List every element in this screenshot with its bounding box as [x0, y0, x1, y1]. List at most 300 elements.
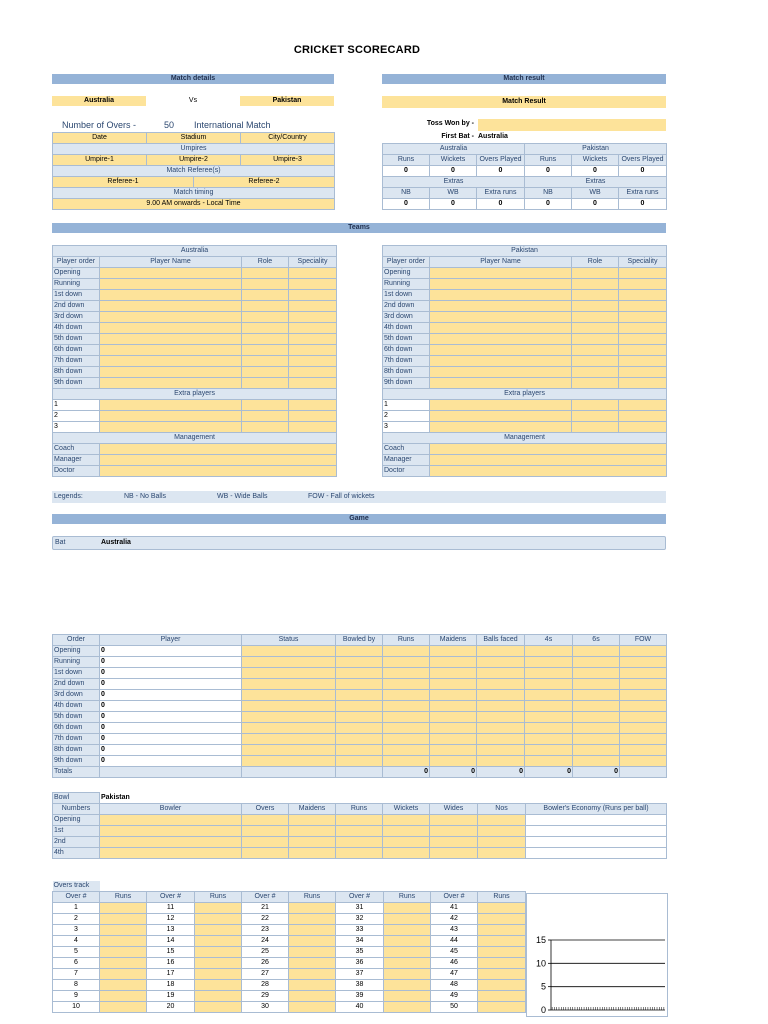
- over-runs-cell[interactable]: [100, 991, 147, 1002]
- player-order-label: 5th down: [383, 334, 430, 345]
- over-runs-cell[interactable]: [478, 958, 526, 969]
- batting-team-bar: [52, 536, 666, 550]
- over-runs-cell[interactable]: [478, 969, 526, 980]
- player-name-cell[interactable]: [100, 378, 242, 389]
- role-cell[interactable]: [242, 422, 289, 433]
- batting-stat-cell[interactable]: [573, 734, 620, 745]
- speciality-cell[interactable]: [289, 323, 337, 334]
- over-runs-cell[interactable]: [100, 947, 147, 958]
- bowling-stat-cell[interactable]: [478, 837, 526, 848]
- player-name-cell[interactable]: [100, 422, 242, 433]
- bowling-stat-cell[interactable]: [383, 815, 430, 826]
- player-name-cell[interactable]: [430, 378, 572, 389]
- player-name-cell[interactable]: [430, 323, 572, 334]
- batting-stat-cell[interactable]: [573, 657, 620, 668]
- role-cell[interactable]: [242, 290, 289, 301]
- over-runs-cell[interactable]: [384, 958, 431, 969]
- batting-stat-cell[interactable]: [620, 679, 667, 690]
- role-cell[interactable]: [572, 411, 619, 422]
- batting-stat-cell[interactable]: [477, 679, 525, 690]
- player-name-cell[interactable]: [100, 356, 242, 367]
- speciality-cell[interactable]: [289, 400, 337, 411]
- bowling-stat-cell[interactable]: [383, 826, 430, 837]
- batting-stat-cell[interactable]: [525, 679, 573, 690]
- over-runs-cell[interactable]: [289, 958, 336, 969]
- batsman-cell[interactable]: 0: [100, 679, 242, 690]
- over-runs-cell[interactable]: [289, 1002, 336, 1013]
- batting-stat-cell[interactable]: [525, 712, 573, 723]
- bowling-stat-cell[interactable]: [478, 848, 526, 859]
- player-name-cell[interactable]: [100, 411, 242, 422]
- batting-stat-cell[interactable]: [525, 690, 573, 701]
- role-cell[interactable]: [572, 312, 619, 323]
- bowling-stat-cell[interactable]: [100, 815, 242, 826]
- match-result-label[interactable]: Match Result: [382, 96, 666, 108]
- management-name-cell[interactable]: [100, 455, 337, 466]
- batting-stat-cell[interactable]: [430, 668, 477, 679]
- speciality-cell[interactable]: [619, 290, 667, 301]
- management-name-cell[interactable]: [100, 466, 337, 477]
- batting-stat-cell[interactable]: [242, 701, 336, 712]
- batting-stat-cell[interactable]: [620, 712, 667, 723]
- over-runs-cell[interactable]: [195, 1002, 242, 1013]
- batting-stat-cell[interactable]: [242, 679, 336, 690]
- bowling-stat-cell[interactable]: [336, 837, 383, 848]
- speciality-header: Speciality: [619, 257, 667, 268]
- batting-stat-cell[interactable]: [573, 701, 620, 712]
- batting-stat-cell[interactable]: [383, 723, 430, 734]
- batting-stat-cell[interactable]: [573, 646, 620, 657]
- timing-label: Match timing: [53, 188, 335, 199]
- batting-stat-cell[interactable]: [336, 756, 383, 767]
- batting-stat-cell[interactable]: [336, 690, 383, 701]
- batting-stat-cell[interactable]: [336, 701, 383, 712]
- bowling-stat-cell[interactable]: [289, 815, 336, 826]
- batting-stat-cell[interactable]: [573, 679, 620, 690]
- batsman-cell[interactable]: 0: [100, 712, 242, 723]
- bowling-stat-cell[interactable]: [336, 815, 383, 826]
- speciality-cell[interactable]: [619, 411, 667, 422]
- team1-name[interactable]: Australia: [52, 96, 146, 106]
- over-runs-cell[interactable]: [478, 991, 526, 1002]
- speciality-cell[interactable]: [619, 378, 667, 389]
- role-cell[interactable]: [242, 345, 289, 356]
- player-name-cell[interactable]: [100, 345, 242, 356]
- speciality-cell[interactable]: [289, 268, 337, 279]
- over-runs-cell[interactable]: [384, 925, 431, 936]
- speciality-cell[interactable]: [289, 378, 337, 389]
- batting-stat-cell[interactable]: [477, 646, 525, 657]
- speciality-cell[interactable]: [619, 334, 667, 345]
- batting-stat-cell[interactable]: [242, 657, 336, 668]
- over-runs-cell[interactable]: [100, 903, 147, 914]
- speciality-cell[interactable]: [289, 279, 337, 290]
- batting-order-label: 5th down: [53, 712, 100, 723]
- role-cell[interactable]: [242, 323, 289, 334]
- batting-stat-cell[interactable]: [383, 668, 430, 679]
- player-name-cell[interactable]: [430, 290, 572, 301]
- batting-stat-cell[interactable]: [336, 668, 383, 679]
- batsman-cell[interactable]: 0: [100, 690, 242, 701]
- over-runs-cell[interactable]: [100, 925, 147, 936]
- batting-stat-cell[interactable]: [477, 668, 525, 679]
- management-name-cell[interactable]: [430, 444, 667, 455]
- batting-stat-cell[interactable]: [477, 712, 525, 723]
- batting-stat-cell[interactable]: [573, 668, 620, 679]
- match-type[interactable]: International Match: [194, 120, 271, 130]
- role-cell[interactable]: [572, 334, 619, 345]
- batting-stat-cell[interactable]: [525, 668, 573, 679]
- batting-stat-cell[interactable]: [430, 701, 477, 712]
- batting-stat-cell[interactable]: [620, 657, 667, 668]
- batting-stat-cell[interactable]: [477, 756, 525, 767]
- over-runs-cell[interactable]: [478, 936, 526, 947]
- role-cell[interactable]: [242, 367, 289, 378]
- batting-stat-cell[interactable]: [242, 756, 336, 767]
- player-name-cell[interactable]: [100, 312, 242, 323]
- player-name-cell[interactable]: [430, 279, 572, 290]
- role-cell[interactable]: [242, 378, 289, 389]
- player-name-cell[interactable]: [430, 400, 572, 411]
- batting-stat-cell[interactable]: [620, 646, 667, 657]
- bowling-stat-cell[interactable]: [336, 826, 383, 837]
- speciality-cell[interactable]: [289, 367, 337, 378]
- batting-stat-cell[interactable]: [573, 690, 620, 701]
- batting-stat-cell[interactable]: [525, 745, 573, 756]
- player-name-cell[interactable]: [100, 400, 242, 411]
- role-cell[interactable]: [572, 290, 619, 301]
- batting-stat-cell[interactable]: [242, 646, 336, 657]
- player-name-header: Player Name: [430, 257, 572, 268]
- batting-stat-cell[interactable]: [430, 690, 477, 701]
- batting-stat-cell[interactable]: [336, 723, 383, 734]
- batting-stat-cell[interactable]: [430, 734, 477, 745]
- role-cell[interactable]: [572, 400, 619, 411]
- role-cell[interactable]: [572, 345, 619, 356]
- speciality-cell[interactable]: [289, 422, 337, 433]
- role-cell[interactable]: [242, 334, 289, 345]
- over-runs-cell[interactable]: [478, 947, 526, 958]
- over-runs-cell[interactable]: [289, 947, 336, 958]
- batting-stat-cell[interactable]: [525, 657, 573, 668]
- over-runs-cell[interactable]: [100, 969, 147, 980]
- bowling-stat-cell[interactable]: [242, 815, 289, 826]
- over-runs-cell[interactable]: [478, 925, 526, 936]
- over-runs-cell[interactable]: [100, 980, 147, 991]
- over-runs-cell[interactable]: [384, 969, 431, 980]
- player-name-cell[interactable]: [100, 301, 242, 312]
- batting-stat-cell[interactable]: [525, 756, 573, 767]
- speciality-cell[interactable]: [289, 356, 337, 367]
- player-name-cell[interactable]: [430, 367, 572, 378]
- role-cell[interactable]: [242, 411, 289, 422]
- over-runs-cell[interactable]: [195, 991, 242, 1002]
- batting-stat-cell[interactable]: [620, 701, 667, 712]
- player-name-cell[interactable]: [100, 290, 242, 301]
- role-cell[interactable]: [572, 301, 619, 312]
- batting-stat-cell[interactable]: [336, 712, 383, 723]
- over-runs-cell[interactable]: [195, 903, 242, 914]
- player-order-label: 1st down: [53, 290, 100, 301]
- over-runs-cell[interactable]: [100, 958, 147, 969]
- batting-stat-cell[interactable]: [620, 756, 667, 767]
- batting-stat-cell[interactable]: [620, 734, 667, 745]
- batting-stat-cell[interactable]: [336, 657, 383, 668]
- player-name-cell[interactable]: [430, 312, 572, 323]
- over-runs-cell[interactable]: [384, 980, 431, 991]
- over-runs-cell[interactable]: [100, 914, 147, 925]
- batting-stat-cell[interactable]: [525, 734, 573, 745]
- over-number: 45: [431, 947, 478, 958]
- batting-stat-cell[interactable]: [477, 723, 525, 734]
- batting-stat-cell[interactable]: [430, 756, 477, 767]
- toss-value[interactable]: [478, 119, 666, 131]
- batting-stat-cell[interactable]: [383, 756, 430, 767]
- over-runs-cell[interactable]: [195, 980, 242, 991]
- batting-stat-cell[interactable]: [430, 712, 477, 723]
- over-runs-cell[interactable]: [384, 1002, 431, 1013]
- over-runs-cell[interactable]: [478, 1002, 526, 1013]
- speciality-cell[interactable]: [619, 400, 667, 411]
- batting-stat-cell[interactable]: [383, 679, 430, 690]
- batsman-cell[interactable]: 0: [100, 723, 242, 734]
- batting-stat-cell[interactable]: [383, 701, 430, 712]
- role-cell[interactable]: [242, 400, 289, 411]
- over-runs-cell[interactable]: [289, 925, 336, 936]
- totals-blank: [336, 767, 383, 778]
- player-order-label: Running: [383, 279, 430, 290]
- player-name-cell[interactable]: [100, 279, 242, 290]
- speciality-cell[interactable]: [619, 323, 667, 334]
- over-runs-cell[interactable]: [195, 914, 242, 925]
- batting-stat-cell[interactable]: [383, 745, 430, 756]
- speciality-cell[interactable]: [619, 279, 667, 290]
- batsman-cell[interactable]: 0: [100, 734, 242, 745]
- referee-table: [52, 176, 335, 210]
- player-name-cell[interactable]: [430, 268, 572, 279]
- batting-stat-cell[interactable]: [620, 690, 667, 701]
- player-name-cell[interactable]: [100, 323, 242, 334]
- role-cell[interactable]: [572, 323, 619, 334]
- speciality-cell[interactable]: [619, 268, 667, 279]
- over-runs-cell[interactable]: [384, 914, 431, 925]
- bowling-stat-cell[interactable]: [430, 848, 478, 859]
- batting-stat-cell[interactable]: [242, 712, 336, 723]
- speciality-cell[interactable]: [619, 356, 667, 367]
- batting-stat-cell[interactable]: [336, 679, 383, 690]
- role-cell[interactable]: [572, 356, 619, 367]
- batting-stat-cell[interactable]: [430, 723, 477, 734]
- player-name-cell[interactable]: [100, 268, 242, 279]
- batting-stat-cell[interactable]: [242, 723, 336, 734]
- speciality-cell[interactable]: [619, 345, 667, 356]
- team2-name[interactable]: Pakistan: [240, 96, 334, 106]
- management-label: Management: [383, 433, 667, 444]
- over-runs-cell[interactable]: [289, 903, 336, 914]
- batting-stat-cell[interactable]: [477, 690, 525, 701]
- bowling-stat-cell[interactable]: [430, 815, 478, 826]
- over-runs-cell[interactable]: [384, 947, 431, 958]
- bowling-stat-cell[interactable]: [478, 826, 526, 837]
- over-runs-cell[interactable]: [100, 1002, 147, 1013]
- over-runs-cell[interactable]: [384, 903, 431, 914]
- over-runs-cell[interactable]: [384, 991, 431, 1002]
- speciality-cell[interactable]: [289, 290, 337, 301]
- over-runs-cell[interactable]: [289, 991, 336, 1002]
- bowling-row: [53, 837, 667, 848]
- roster-row: [383, 268, 667, 279]
- over-runs-cell[interactable]: [195, 936, 242, 947]
- speciality-cell[interactable]: [289, 334, 337, 345]
- batting-stat-cell[interactable]: [430, 657, 477, 668]
- batting-stat-cell[interactable]: [573, 712, 620, 723]
- extra-player-number: 2: [383, 411, 430, 422]
- over-runs-cell[interactable]: [195, 969, 242, 980]
- over-runs-cell[interactable]: [195, 947, 242, 958]
- bowling-stat-cell[interactable]: [100, 837, 242, 848]
- batting-stat-cell[interactable]: [383, 712, 430, 723]
- player-name-cell[interactable]: [430, 345, 572, 356]
- speciality-cell[interactable]: [289, 345, 337, 356]
- batting-stat-cell[interactable]: [336, 745, 383, 756]
- bowling-stat-cell[interactable]: [430, 826, 478, 837]
- role-cell[interactable]: [572, 279, 619, 290]
- batsman-cell[interactable]: 0: [100, 646, 242, 657]
- bowling-stat-cell[interactable]: [289, 848, 336, 859]
- batsman-cell[interactable]: 0: [100, 657, 242, 668]
- overs-value[interactable]: 50: [164, 120, 175, 130]
- speciality-cell[interactable]: [289, 411, 337, 422]
- bowling-stat-cell[interactable]: [383, 837, 430, 848]
- bowling-stat-cell[interactable]: [289, 837, 336, 848]
- bowling-stat-cell[interactable]: [242, 826, 289, 837]
- batting-stat-cell[interactable]: [620, 723, 667, 734]
- bowling-stat-cell[interactable]: [242, 848, 289, 859]
- over-runs-cell[interactable]: [195, 925, 242, 936]
- batting-stat-cell[interactable]: [430, 646, 477, 657]
- role-cell[interactable]: [572, 422, 619, 433]
- over-runs-cell[interactable]: [195, 958, 242, 969]
- speciality-cell[interactable]: [619, 301, 667, 312]
- speciality-cell[interactable]: [619, 422, 667, 433]
- overs-track-row: [53, 903, 526, 914]
- role-cell[interactable]: [572, 268, 619, 279]
- role-cell[interactable]: [242, 312, 289, 323]
- player-name-cell[interactable]: [100, 367, 242, 378]
- batting-stat-cell[interactable]: [383, 657, 430, 668]
- player-name-cell[interactable]: [430, 411, 572, 422]
- batting-stat-cell[interactable]: [477, 657, 525, 668]
- batting-stat-cell[interactable]: [477, 701, 525, 712]
- batting-stat-cell[interactable]: [336, 646, 383, 657]
- player-name-cell[interactable]: [430, 422, 572, 433]
- bowling-stat-cell[interactable]: [430, 837, 478, 848]
- role-cell[interactable]: [242, 268, 289, 279]
- batting-stat-cell[interactable]: [242, 690, 336, 701]
- management-name-cell[interactable]: [430, 466, 667, 477]
- role-cell[interactable]: [572, 378, 619, 389]
- over-runs-cell[interactable]: [289, 914, 336, 925]
- batting-stat-cell[interactable]: [383, 734, 430, 745]
- timing-value[interactable]: 9.00 AM onwards - Local Time: [53, 199, 335, 210]
- over-runs-cell[interactable]: [289, 936, 336, 947]
- over-runs-cell[interactable]: [289, 980, 336, 991]
- over-runs-cell[interactable]: [478, 980, 526, 991]
- batting-stat-cell[interactable]: [383, 690, 430, 701]
- player-name-cell[interactable]: [430, 356, 572, 367]
- batting-stat-cell[interactable]: [573, 756, 620, 767]
- speciality-cell[interactable]: [289, 301, 337, 312]
- management-name-cell[interactable]: [430, 455, 667, 466]
- over-runs-cell[interactable]: [384, 936, 431, 947]
- over-number: 19: [147, 991, 195, 1002]
- management-name-cell[interactable]: [100, 444, 337, 455]
- bowling-stat-cell[interactable]: [100, 848, 242, 859]
- batting-stat-cell[interactable]: [525, 646, 573, 657]
- player-name-cell[interactable]: [430, 301, 572, 312]
- match-teams-row: [52, 96, 334, 106]
- speciality-cell[interactable]: [619, 367, 667, 378]
- batsman-cell[interactable]: 0: [100, 701, 242, 712]
- batting-stat-cell[interactable]: [242, 668, 336, 679]
- first-bat-value[interactable]: Australia: [478, 133, 508, 140]
- over-runs-cell[interactable]: [478, 903, 526, 914]
- batting-stat-cell[interactable]: [242, 745, 336, 756]
- player-name-cell[interactable]: [430, 334, 572, 345]
- role-cell[interactable]: [572, 367, 619, 378]
- batsman-cell[interactable]: 0: [100, 668, 242, 679]
- speciality-cell[interactable]: [619, 312, 667, 323]
- batting-stat-cell[interactable]: [383, 646, 430, 657]
- batting-stat-cell[interactable]: [336, 734, 383, 745]
- roster-row: [383, 356, 667, 367]
- batting-stat-cell[interactable]: [525, 701, 573, 712]
- batting-stat-cell[interactable]: [477, 745, 525, 756]
- overs-track-row: [53, 947, 526, 958]
- batting-stat-cell[interactable]: [620, 745, 667, 756]
- bowling-stat-cell[interactable]: [383, 848, 430, 859]
- batting-stat-cell[interactable]: [573, 723, 620, 734]
- batsman-cell[interactable]: 0: [100, 745, 242, 756]
- bowl-team[interactable]: Pakistan: [100, 793, 667, 804]
- management-label: Management: [53, 433, 337, 444]
- batting-stat-cell[interactable]: [525, 723, 573, 734]
- batting-stat-cell[interactable]: [430, 745, 477, 756]
- role-cell[interactable]: [242, 356, 289, 367]
- over-runs-cell[interactable]: [478, 914, 526, 925]
- umpires-label: Umpires: [53, 144, 335, 155]
- bowling-stat-cell[interactable]: [478, 815, 526, 826]
- bowling-stat-cell[interactable]: [336, 848, 383, 859]
- bowling-stat-cell[interactable]: [289, 826, 336, 837]
- role-cell[interactable]: [242, 279, 289, 290]
- bowling-stat-cell[interactable]: [100, 826, 242, 837]
- batting-stat-cell[interactable]: [242, 734, 336, 745]
- batting-stat-cell[interactable]: [573, 745, 620, 756]
- bat-team[interactable]: Australia: [101, 539, 131, 546]
- player-name-cell[interactable]: [100, 334, 242, 345]
- batting-stat-cell[interactable]: [620, 668, 667, 679]
- over-runs-cell[interactable]: [289, 969, 336, 980]
- over-runs-cell[interactable]: [100, 936, 147, 947]
- speciality-cell[interactable]: [289, 312, 337, 323]
- batting-stat-cell[interactable]: [430, 679, 477, 690]
- batting-stat-cell[interactable]: [477, 734, 525, 745]
- match-result-band: Match result: [382, 74, 666, 84]
- bowling-stat-cell[interactable]: [242, 837, 289, 848]
- batsman-cell[interactable]: 0: [100, 756, 242, 767]
- role-cell[interactable]: [242, 301, 289, 312]
